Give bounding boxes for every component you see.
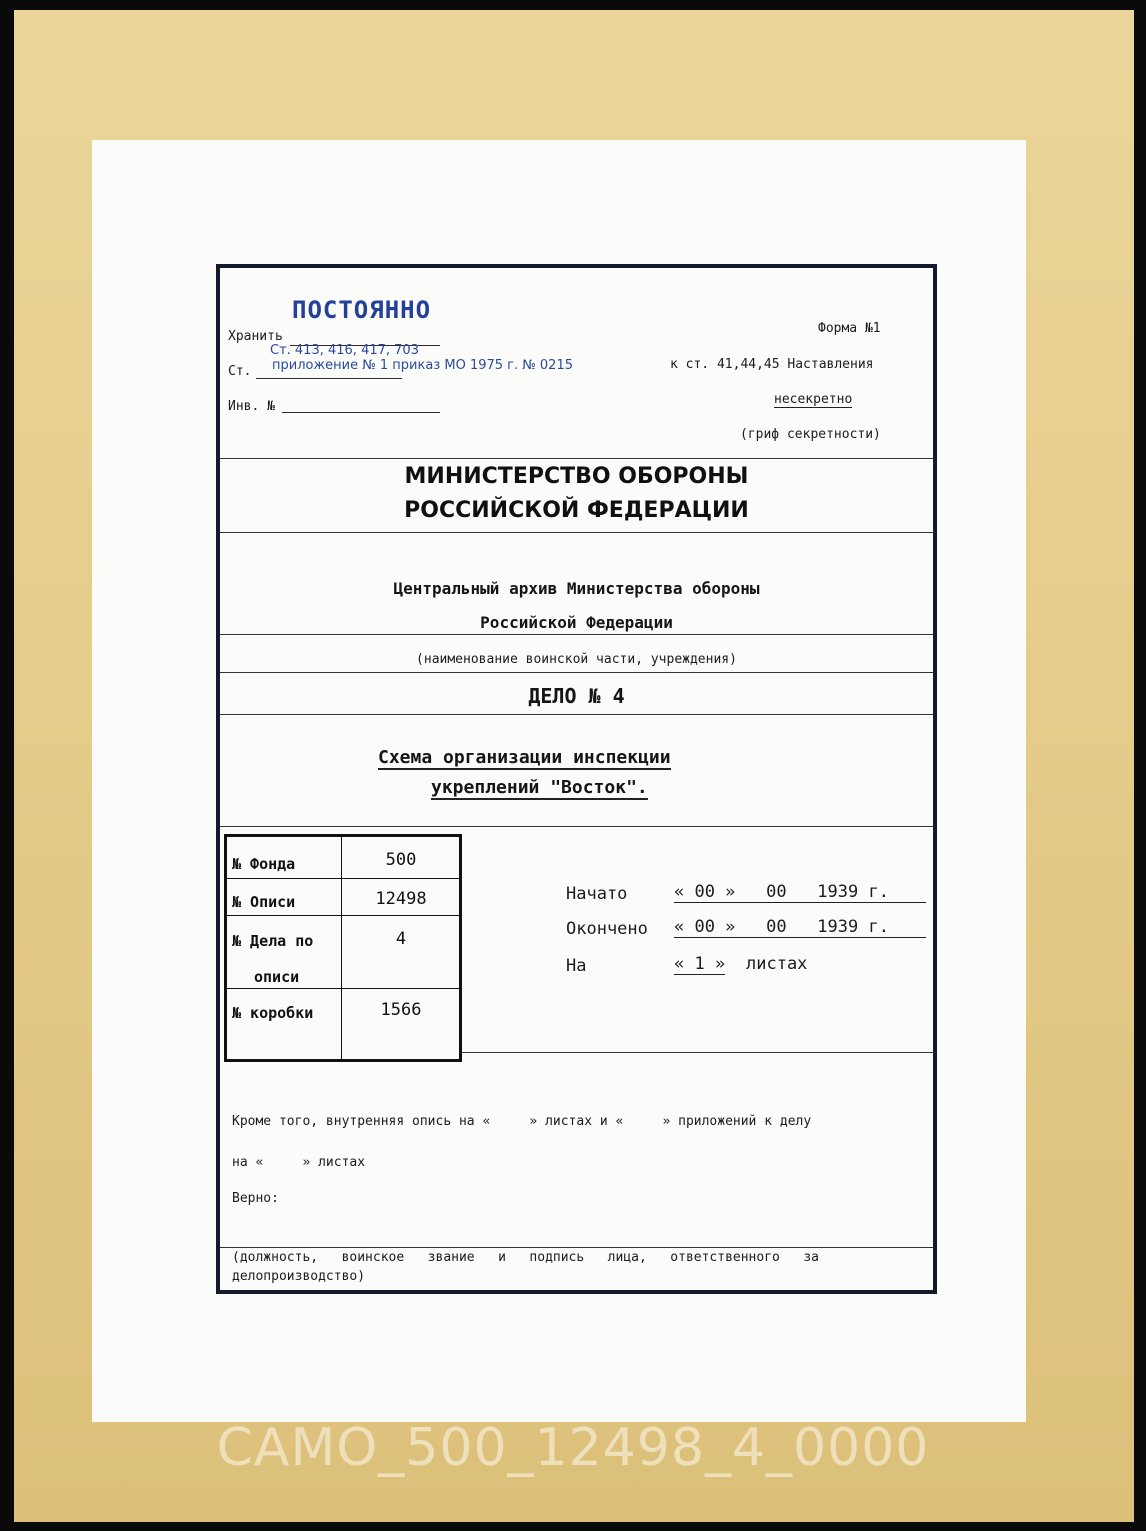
- ended-value: « 00 » 00 1939 г.: [674, 917, 926, 938]
- box-value: 1566: [380, 1000, 422, 1020]
- divider: [220, 714, 933, 715]
- archive-line-1: Центральный архив Министерства обороны: [393, 579, 760, 598]
- sheets-value: « 1 »: [674, 954, 726, 974]
- table-row-divider: [227, 988, 459, 989]
- st-label: Ст.: [228, 364, 252, 379]
- divider: [220, 672, 933, 673]
- archive-watermark: CAMO_500_12498_4_0000: [216, 1418, 930, 1478]
- stamp-order: приложение № 1 приказ МО 1975 г. № 0215: [272, 358, 573, 373]
- on-label: На: [566, 956, 587, 976]
- ministry-line-1: МИНИСТЕРСТВО ОБОРОНЫ: [404, 464, 749, 489]
- ministry-line-2: РОССИЙСКОЙ ФЕДЕРАЦИИ: [404, 498, 749, 523]
- table-row-divider: [227, 915, 459, 916]
- fond-label: № Фонда: [232, 855, 296, 873]
- divider: [220, 532, 933, 533]
- opis-label: № Описи: [232, 893, 296, 911]
- footer-line-2: на « » листах: [232, 1155, 366, 1170]
- verified-label: Верно:: [232, 1191, 279, 1206]
- stamp-articles: Ст. 413, 416, 417, 703: [270, 343, 419, 358]
- started-label: Начато: [566, 884, 628, 904]
- st-underline: [256, 378, 402, 379]
- inv-underline: [282, 412, 440, 413]
- ended-label: Окончено: [566, 919, 648, 939]
- secrecy-caption: (гриф секретности): [740, 427, 881, 442]
- opis-value: 12498: [375, 889, 427, 909]
- case-title-line-1: Схема организации инспекции: [378, 747, 671, 768]
- inv-label: Инв. №: [228, 399, 275, 414]
- secrecy-value: несекретно: [774, 392, 853, 407]
- permanent-stamp: ПОСТОЯННО: [292, 296, 432, 324]
- archive-line-2: Российской Федерации: [480, 613, 673, 632]
- delo-label-2: описи: [254, 968, 300, 986]
- fond-value: 500: [385, 850, 417, 870]
- archive-caption: (наименование воинской части, учреждения): [416, 652, 737, 667]
- table-row-divider: [227, 878, 459, 879]
- divider: [220, 458, 933, 459]
- sheets-label: листах: [746, 954, 808, 974]
- articles-ref: к ст. 41,44,45 Наставления: [670, 357, 874, 372]
- signature-caption-2: делопроизводство): [232, 1269, 366, 1284]
- case-number: ДЕЛО № 4: [528, 684, 625, 708]
- signature-caption-1: (должность, воинское звание и подпись лица, ответственного за: [232, 1250, 819, 1265]
- delo-value: 4: [395, 929, 407, 949]
- case-title-line-2: укреплений "Восток".: [431, 777, 648, 798]
- divider: [220, 826, 933, 827]
- signature-line: [220, 1247, 933, 1248]
- divider: [462, 1052, 935, 1053]
- footer-line-1: Кроме того, внутренняя опись на « » листах и « » приложений к делу: [232, 1114, 812, 1129]
- started-value: « 00 » 00 1939 г.: [674, 882, 926, 903]
- delo-label: № Дела по: [232, 932, 314, 950]
- box-label: № коробки: [232, 1004, 314, 1022]
- divider: [220, 634, 933, 635]
- keep-label: Хранить: [228, 329, 283, 344]
- form-number: Форма №1: [818, 321, 881, 336]
